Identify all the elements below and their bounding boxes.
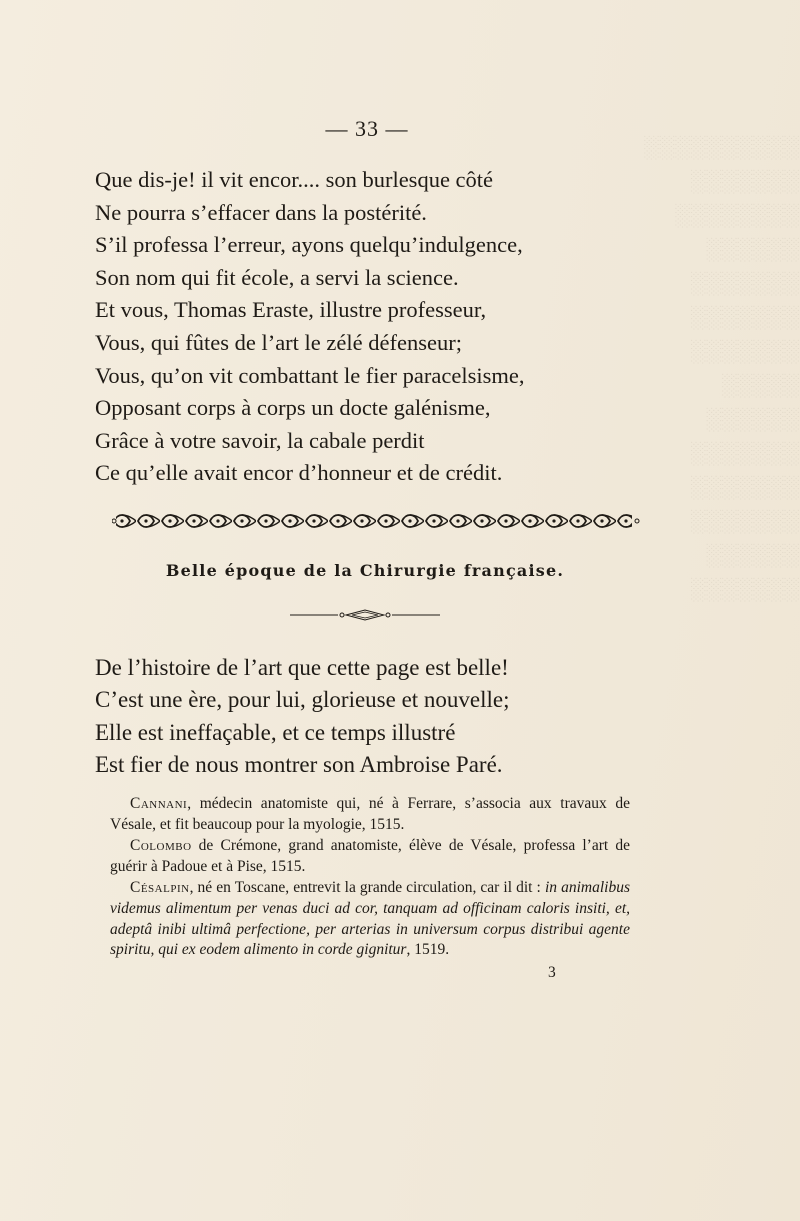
section-title: Belle époque de la Chirurgie française. — [165, 561, 565, 580]
footnote-text: de Crémone, grand anatomiste, élève de Vésale, professa l’art de guérir à Padoue et à Pise, 1515. — [110, 837, 630, 875]
latin-quotation: in animalibus videmus alimentum per venas duci ad cor, tanquam ad officinam caloris insiti, et, adeptâ inibi ultimâ perfectione, per arterias in universum corpus distribui agente spiritu, qui ex eodem alimento in corde gignitur — [110, 879, 631, 959]
decorative-rule-ornament — [112, 510, 640, 532]
verse-line: Son nom qui fit école, a servi la science. — [95, 264, 459, 290]
page-number: — 33 — — [325, 116, 409, 141]
footnote-text: , médecin anatomiste qui, né à Ferrare, s’associa aux travaux de Vésale, et fit beaucoup pour la myologie, 1515. — [110, 795, 630, 833]
verse-stanza-1 — [95, 164, 655, 490]
verse-line: Est fier de nous montrer son Ambroise Paré. — [95, 752, 503, 778]
verse-line: Vous, qu’on vit combattant le fier paracelsisme, — [95, 362, 525, 388]
bleed-through-text: ░░░░░░░░░░ ░░░░░░░ ░░░░░░░░ ░░░░░░ ░░░░░░░ ░░░░░░░ ░░░░░░░ ░░░░░ ░░░░░░ ░░░░░░░ ░░░░░░░ ░░░░░░░ ░░░░░░ ░░░░░░░ — [644, 134, 800, 601]
footnote-name: Césalpin — [130, 879, 190, 897]
footnote-cannani — [110, 794, 630, 835]
verse-line: Que dis-je! il vit encor.... son burlesque côté — [95, 167, 494, 192]
verse-stanza-2 — [95, 652, 655, 782]
verse-line: Elle est ineffaçable, et ce temps illustré — [95, 719, 456, 745]
footnote-text: , né en Toscane, entrevit la grande circulation, car il dit : — [189, 879, 545, 897]
verse-line: Et vous, Thomas Eraste, illustre professeur, — [95, 297, 487, 323]
footnotes — [110, 794, 630, 962]
footnote-colombo — [110, 836, 630, 877]
footnote-name: Colombo — [130, 837, 192, 855]
small-dash-ornament — [290, 608, 440, 622]
verse-line: Vous, qui fûtes de l’art le zélé défenseur; — [95, 329, 462, 355]
verse-line: C’est une ère, pour lui, glorieuse et nouvelle; — [95, 687, 510, 713]
verse-line: Ce qu’elle avait encor d’honneur et de crédit. — [95, 460, 503, 486]
verse-line: De l’histoire de l’art que cette page est belle! — [95, 655, 509, 680]
verse-line: Grâce à votre savoir, la cabale perdit — [95, 427, 425, 453]
footnote-cesalpin — [110, 878, 630, 960]
footnote-name: Cannani — [130, 795, 188, 812]
verse-line: Ne pourra s’effacer dans la postérité. — [95, 199, 427, 225]
verse-line: S’il professa l’erreur, ayons quelqu’indulgence, — [95, 232, 523, 258]
verse-line: Opposant corps à corps un docte galénisme, — [95, 395, 491, 421]
footnote-text-end: , 1519. — [406, 941, 450, 959]
signature-mark: 3 — [548, 964, 556, 981]
